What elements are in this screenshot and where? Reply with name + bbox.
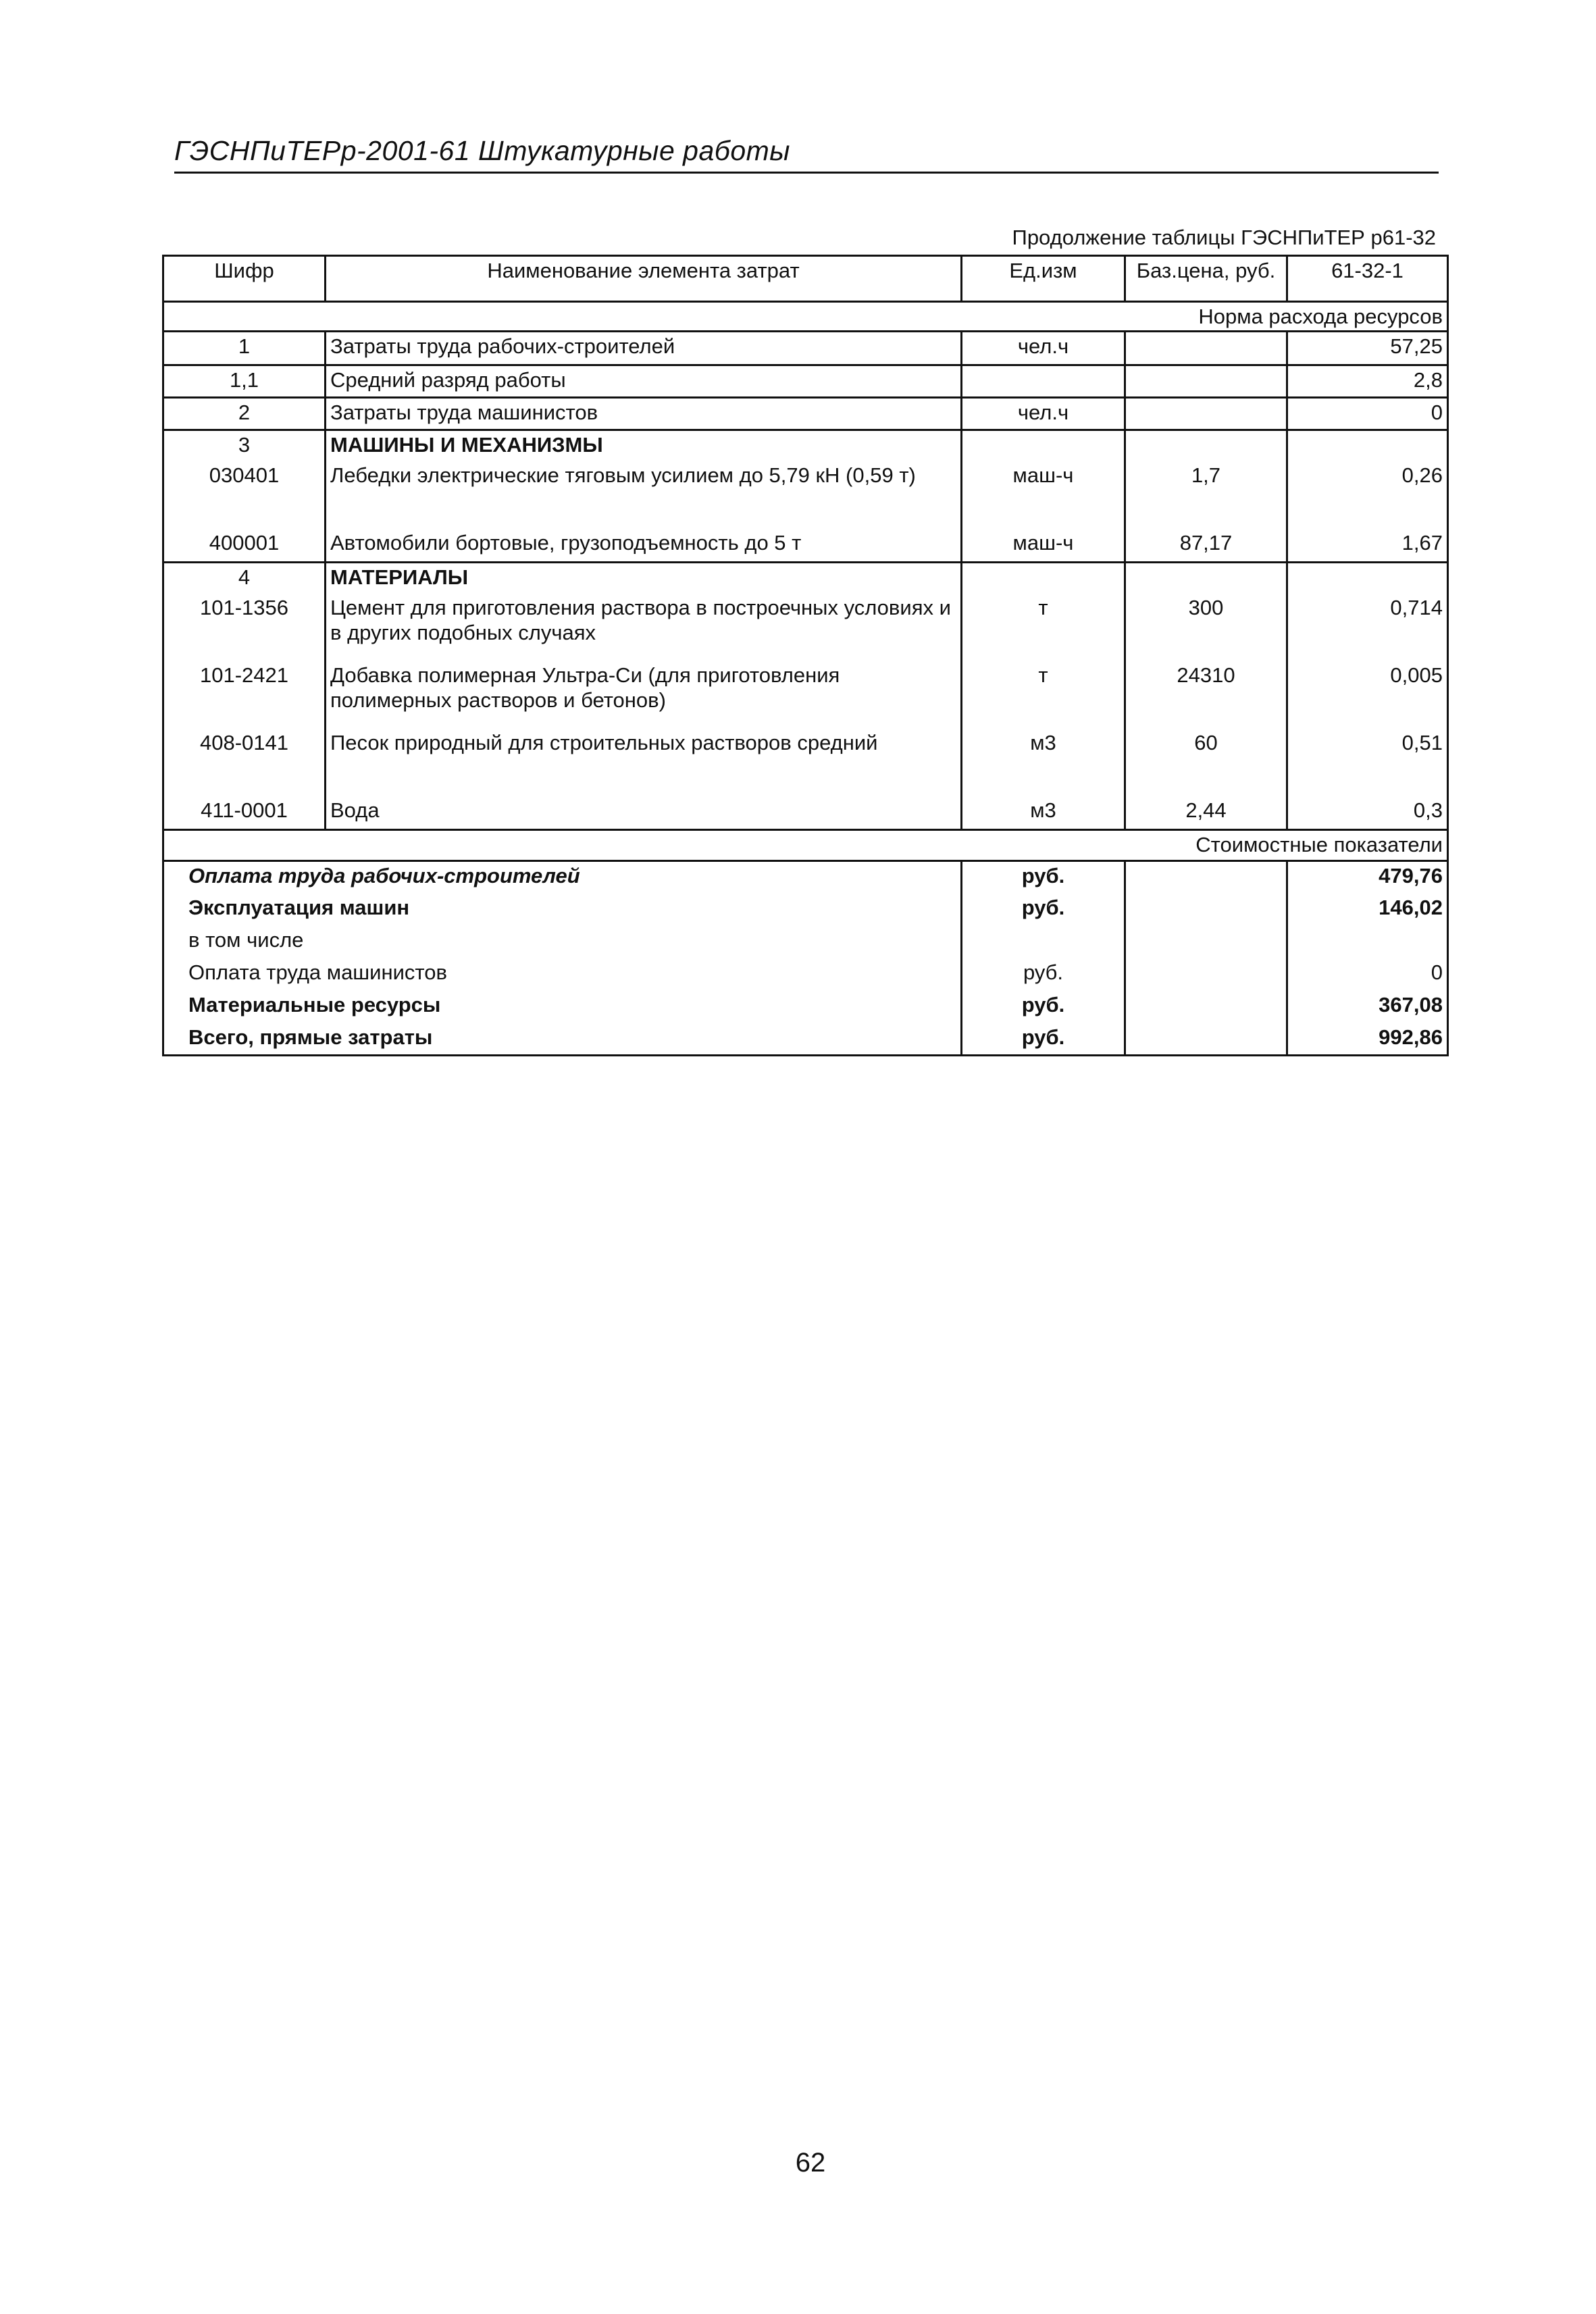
table-row — [163, 365, 1448, 398]
row-norm: 0 — [1287, 398, 1448, 430]
row-code: 400001 — [163, 529, 326, 563]
section-title: МАШИНЫ И МЕХАНИЗМЫ — [326, 430, 962, 461]
cost-unit: руб. — [962, 958, 1125, 991]
row-norm: 2,8 — [1287, 365, 1448, 398]
row-code: 1,1 — [163, 365, 326, 398]
row-norm — [1287, 430, 1448, 461]
cost-empty — [1125, 861, 1287, 894]
cost-section-row — [163, 830, 1448, 861]
row-norm: 57,25 — [1287, 332, 1448, 365]
col-header-code: Шифр — [163, 256, 326, 302]
row-unit — [962, 563, 1125, 594]
table-row — [163, 594, 1448, 661]
norm-section-row — [163, 302, 1448, 332]
cost-value: 992,86 — [1287, 1023, 1448, 1056]
row-code: 408-0141 — [163, 729, 326, 796]
row-code: 2 — [163, 398, 326, 430]
row-name: Средний разряд работы — [326, 365, 962, 398]
row-code: 030401 — [163, 461, 326, 529]
column-header-row — [163, 256, 1448, 302]
row-name: Затраты труда рабочих-строителей — [326, 332, 962, 365]
cost-unit: руб. — [962, 991, 1125, 1023]
col-header-norm: 61-32-1 — [1287, 256, 1448, 302]
document-header: ГЭСНПиТЕРр-2001-61 Штукатурные работы — [174, 132, 1439, 174]
row-price: 1,7 — [1125, 461, 1287, 529]
table-row — [163, 398, 1448, 430]
cost-unit: руб. — [962, 894, 1125, 926]
row-unit: м3 — [962, 729, 1125, 796]
cost-label: Оплата труда рабочих-строителей — [163, 861, 962, 894]
row-name: Затраты труда машинистов — [326, 398, 962, 430]
row-name: Цемент для приготовления раствора в построечных условиях и в других подобных случаях — [326, 594, 962, 661]
row-name: Автомобили бортовые, грузоподъемность до 5 т — [326, 529, 962, 563]
row-name: Вода — [326, 796, 962, 830]
row-norm: 0,51 — [1287, 729, 1448, 796]
row-price: 87,17 — [1125, 529, 1287, 563]
cost-value: 146,02 — [1287, 894, 1448, 926]
cost-label: Эксплуатация машин — [163, 894, 962, 926]
row-price: 60 — [1125, 729, 1287, 796]
cost-label: Материальные ресурсы — [163, 991, 962, 1023]
cost-unit — [962, 926, 1125, 958]
row-price: 24310 — [1125, 661, 1287, 729]
col-header-name: Наименование элемента затрат — [326, 256, 962, 302]
cost-row — [163, 991, 1448, 1023]
col-header-unit: Ед.изм — [962, 256, 1125, 302]
table-row — [163, 729, 1448, 796]
row-price: 2,44 — [1125, 796, 1287, 830]
cost-value: 479,76 — [1287, 861, 1448, 894]
cost-value: 367,08 — [1287, 991, 1448, 1023]
row-price — [1125, 365, 1287, 398]
row-price — [1125, 430, 1287, 461]
cost-label: в том числе — [163, 926, 962, 958]
cost-row — [163, 894, 1448, 926]
row-unit: м3 — [962, 796, 1125, 830]
page-number: 62 — [795, 2148, 826, 2178]
cost-unit: руб. — [962, 1023, 1125, 1056]
cost-label: Оплата труда машинистов — [163, 958, 962, 991]
table-row — [163, 461, 1448, 529]
row-norm: 0,26 — [1287, 461, 1448, 529]
row-norm: 0,005 — [1287, 661, 1448, 729]
estimate-table — [162, 255, 1449, 1056]
row-unit: т — [962, 594, 1125, 661]
table-row — [163, 661, 1448, 729]
row-norm — [1287, 563, 1448, 594]
row-price — [1125, 398, 1287, 430]
row-code: 101-1356 — [163, 594, 326, 661]
row-unit: т — [962, 661, 1125, 729]
section-row — [163, 430, 1448, 461]
cost-section-label: Стоимостные показатели — [163, 830, 1448, 861]
cost-empty — [1125, 958, 1287, 991]
row-price: 300 — [1125, 594, 1287, 661]
table-row — [163, 529, 1448, 563]
row-unit: чел.ч — [962, 398, 1125, 430]
row-unit — [962, 430, 1125, 461]
row-unit: маш-ч — [962, 461, 1125, 529]
row-name: Добавка полимерная Ультра-Си (для приготовления полимерных растворов и бетонов) — [326, 661, 962, 729]
cost-label: Всего, прямые затраты — [163, 1023, 962, 1056]
row-norm: 0,714 — [1287, 594, 1448, 661]
cost-row — [163, 926, 1448, 958]
row-name: Песок природный для строительных растворов средний — [326, 729, 962, 796]
row-code: 411-0001 — [163, 796, 326, 830]
cost-unit: руб. — [962, 861, 1125, 894]
row-unit: маш-ч — [962, 529, 1125, 563]
section-code: 3 — [163, 430, 326, 461]
section-title: МАТЕРИАЛЫ — [326, 563, 962, 594]
row-unit: чел.ч — [962, 332, 1125, 365]
cost-row — [163, 958, 1448, 991]
cost-value — [1287, 926, 1448, 958]
row-price — [1125, 563, 1287, 594]
cost-empty — [1125, 991, 1287, 1023]
cost-empty — [1125, 1023, 1287, 1056]
table-row — [163, 796, 1448, 830]
cost-value: 0 — [1287, 958, 1448, 991]
row-norm: 0,3 — [1287, 796, 1448, 830]
row-name: Лебедки электрические тяговым усилием до 5,79 кН (0,59 т) — [326, 461, 962, 529]
cost-row — [163, 861, 1448, 894]
norm-section-label: Норма расхода ресурсов — [163, 302, 1448, 332]
row-unit — [962, 365, 1125, 398]
section-row — [163, 563, 1448, 594]
row-code: 101-2421 — [163, 661, 326, 729]
row-code: 1 — [163, 332, 326, 365]
cost-empty — [1125, 926, 1287, 958]
row-price — [1125, 332, 1287, 365]
table-row — [163, 332, 1448, 365]
table-caption: Продолжение таблицы ГЭСНПиТЕР р61-32 — [1012, 226, 1436, 249]
cost-row-total — [163, 1023, 1448, 1056]
section-code: 4 — [163, 563, 326, 594]
cost-empty — [1125, 894, 1287, 926]
row-norm: 1,67 — [1287, 529, 1448, 563]
col-header-price: Баз.цена, руб. — [1125, 256, 1287, 302]
